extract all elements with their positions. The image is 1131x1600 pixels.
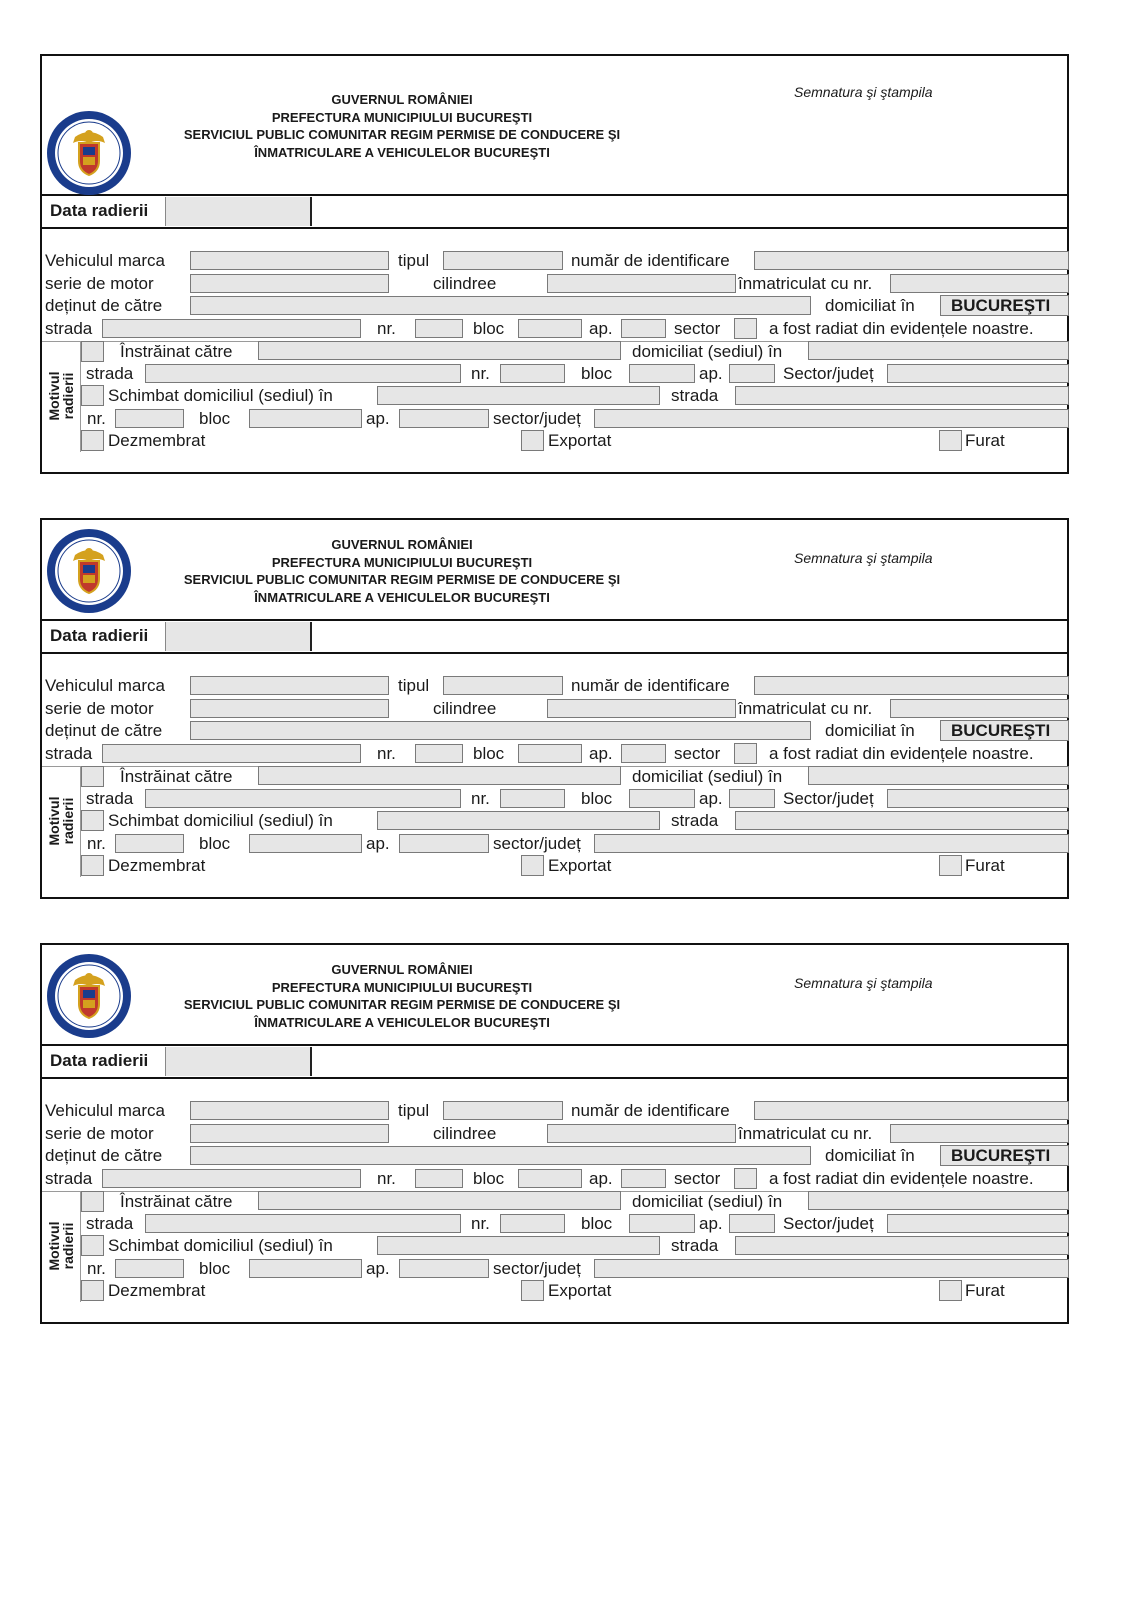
signature-label: Semnatura şi ştampila: [794, 84, 933, 100]
new-street-field[interactable]: [735, 811, 1069, 830]
buyer-number-field[interactable]: [500, 1214, 565, 1233]
buyer-apartment-field[interactable]: [729, 1214, 775, 1233]
vehicle-brand-label: Vehiculul marca: [45, 251, 166, 270]
new-county-label: sector/județ: [493, 834, 581, 853]
dismantled-checkbox[interactable]: [81, 1280, 104, 1301]
new-domicile-field[interactable]: [377, 811, 660, 830]
date-label: Data radierii: [50, 626, 149, 645]
header-line-government: GUVERNUL ROMÂNIEI: [331, 92, 473, 107]
displacement-field[interactable]: [547, 699, 736, 718]
signature-label: Semnatura şi ştampila: [794, 550, 933, 566]
type-label: tipul: [398, 676, 430, 695]
buyer-domicile-label: domiciliat (sediul) în: [632, 342, 783, 361]
sector-field[interactable]: [734, 1168, 757, 1189]
vin-label: număr de identificare: [571, 251, 730, 270]
new-number-label: nr.: [87, 1259, 106, 1278]
buyer-block-label: bloc: [581, 789, 613, 808]
deregistration-form-2: [40, 518, 1069, 899]
header-line-prefecture: PREFECTURA MUNICIPIULUI BUCUREŞTI: [271, 979, 533, 995]
new-apartment-field[interactable]: [399, 1259, 489, 1278]
domicile-label: domiciliat în: [825, 1146, 915, 1165]
street-label: strada: [45, 319, 93, 338]
moved-label: Schimbat domiciliul (sediul) în: [108, 386, 333, 405]
stolen-checkbox[interactable]: [939, 430, 962, 451]
plate-label: înmatriculat cu nr.: [738, 274, 873, 293]
engine-series-label: serie de motor: [45, 274, 154, 293]
displacement-field[interactable]: [547, 1124, 736, 1143]
new-number-field[interactable]: [115, 1259, 184, 1278]
domicile-label: domiciliat în: [825, 721, 915, 740]
buyer-block-label: bloc: [581, 364, 613, 383]
moved-checkbox[interactable]: [81, 810, 104, 831]
reason-caption-1: Motivul: [46, 796, 62, 846]
header-text: [142, 961, 662, 1031]
buyer-domicile-field[interactable]: [808, 766, 1069, 785]
date-row: [42, 196, 1067, 229]
signature-label: Semnatura şi ştampila: [794, 975, 933, 991]
new-street-field[interactable]: [735, 386, 1069, 405]
header-line-prefecture: PREFECTURA MUNICIPIULUI BUCUREŞTI: [271, 109, 533, 125]
city-field[interactable]: BUCUREŞTI: [940, 720, 1069, 741]
plate-field[interactable]: [890, 699, 1069, 718]
type-field[interactable]: [443, 1101, 563, 1120]
buyer-field[interactable]: [258, 341, 621, 360]
new-block-label: bloc: [199, 1259, 231, 1278]
owner-label: deținut de către: [45, 721, 163, 740]
block-field[interactable]: [518, 744, 582, 763]
displacement-label: cilindree: [433, 1124, 497, 1143]
buyer-domicile-field[interactable]: [808, 341, 1069, 360]
deregistration-form-1: [40, 54, 1069, 474]
new-apartment-label: ap.: [366, 1259, 390, 1278]
header-line-registration: ÎNMATRICULARE A VEHICULELOR BUCUREŞTI: [254, 1014, 550, 1030]
apartment-label: ap.: [589, 1169, 613, 1188]
vehicle-brand-label: Vehiculul marca: [45, 676, 166, 695]
displacement-field[interactable]: [547, 274, 736, 293]
city-field[interactable]: BUCUREŞTI: [940, 1145, 1069, 1166]
date-field[interactable]: [165, 622, 312, 651]
buyer-block-field[interactable]: [629, 364, 695, 383]
engine-series-field[interactable]: [190, 699, 389, 718]
date-label: Data radierii: [50, 1051, 149, 1070]
plate-label: înmatriculat cu nr.: [738, 699, 873, 718]
reason-caption-1: Motivul: [46, 1221, 62, 1271]
block-label: bloc: [473, 319, 505, 338]
buyer-apartment-label: ap.: [699, 789, 723, 808]
displacement-label: cilindree: [433, 699, 497, 718]
moved-checkbox[interactable]: [81, 1235, 104, 1256]
owner-field[interactable]: [190, 296, 811, 315]
header-line-service: SERVICIUL PUBLIC COMUNITAR REGIM PERMISE DE CONDUCERE ŞI: [183, 997, 621, 1012]
exported-checkbox[interactable]: [521, 1280, 544, 1301]
buyer-field[interactable]: [258, 766, 621, 785]
type-label: tipul: [398, 1101, 430, 1120]
moved-checkbox[interactable]: [81, 385, 104, 406]
header-line-government: GUVERNUL ROMÂNIEI: [331, 962, 473, 977]
vin-field[interactable]: [754, 1101, 1069, 1120]
dismantled-label: Dezmembrat: [108, 431, 206, 450]
block-field[interactable]: [518, 1169, 582, 1188]
reason-caption: [47, 766, 75, 876]
sector-label: sector: [674, 744, 721, 763]
new-county-field[interactable]: [594, 409, 1069, 428]
new-number-label: nr.: [87, 834, 106, 853]
apartment-label: ap.: [589, 744, 613, 763]
number-label: nr.: [377, 319, 396, 338]
sold-label: Înstrăinat către: [120, 1192, 233, 1211]
new-block-label: bloc: [199, 834, 231, 853]
apartment-field[interactable]: [621, 319, 666, 338]
buyer-domicile-field[interactable]: [808, 1191, 1069, 1210]
sector-label: sector: [674, 1169, 721, 1188]
apartment-field[interactable]: [621, 1169, 666, 1188]
new-apartment-label: ap.: [366, 834, 390, 853]
block-label: bloc: [473, 1169, 505, 1188]
number-field[interactable]: [415, 744, 463, 763]
buyer-number-field[interactable]: [500, 789, 565, 808]
plate-label: înmatriculat cu nr.: [738, 1124, 873, 1143]
new-number-field[interactable]: [115, 409, 184, 428]
street-label: strada: [45, 1169, 93, 1188]
date-field[interactable]: [165, 197, 312, 226]
street-field[interactable]: [102, 319, 361, 338]
buyer-county-field[interactable]: [887, 789, 1069, 808]
new-apartment-field[interactable]: [399, 409, 489, 428]
owner-label: deținut de către: [45, 1146, 163, 1165]
header-line-registration: ÎNMATRICULARE A VEHICULELOR BUCUREŞTI: [254, 589, 550, 605]
sold-checkbox[interactable]: [81, 1191, 104, 1212]
new-street-label: strada: [671, 1236, 719, 1255]
number-label: nr.: [377, 1169, 396, 1188]
header-text: [142, 536, 662, 606]
reason-caption-2: radierii: [60, 372, 76, 420]
sold-label: Înstrăinat către: [120, 342, 233, 361]
buyer-county-label: Sector/județ: [783, 789, 874, 808]
header-line-prefecture: PREFECTURA MUNICIPIULUI BUCUREŞTI: [271, 554, 533, 570]
exported-label: Exportat: [548, 1281, 612, 1300]
stolen-label: Furat: [965, 856, 1005, 875]
plate-field[interactable]: [890, 274, 1069, 293]
buyer-county-label: Sector/județ: [783, 364, 874, 383]
city-field[interactable]: BUCUREŞTI: [940, 295, 1069, 316]
reason-caption-2: radierii: [60, 1222, 76, 1270]
engine-series-field[interactable]: [190, 1124, 389, 1143]
new-county-field[interactable]: [594, 1259, 1069, 1278]
sold-checkbox[interactable]: [81, 766, 104, 787]
buyer-number-field[interactable]: [500, 364, 565, 383]
stolen-label: Furat: [965, 1281, 1005, 1300]
buyer-street-field[interactable]: [145, 364, 461, 383]
prefecture-logo: [45, 109, 133, 197]
date-row: [42, 1046, 1067, 1079]
deregistration-form-3: [40, 943, 1069, 1324]
reason-caption: [47, 1191, 75, 1301]
buyer-block-field[interactable]: [629, 1214, 695, 1233]
apartment-label: ap.: [589, 319, 613, 338]
new-street-label: strada: [671, 386, 719, 405]
buyer-apartment-label: ap.: [699, 1214, 723, 1233]
date-row: [42, 621, 1067, 654]
stolen-checkbox[interactable]: [939, 855, 962, 876]
new-county-label: sector/județ: [493, 1259, 581, 1278]
vin-field[interactable]: [754, 251, 1069, 270]
buyer-county-field[interactable]: [887, 1214, 1069, 1233]
reason-caption-1: Motivul: [46, 371, 62, 421]
new-county-field[interactable]: [594, 834, 1069, 853]
buyer-number-label: nr.: [471, 789, 490, 808]
exported-checkbox[interactable]: [521, 855, 544, 876]
vin-field[interactable]: [754, 676, 1069, 695]
new-number-field[interactable]: [115, 834, 184, 853]
buyer-number-label: nr.: [471, 364, 490, 383]
buyer-domicile-label: domiciliat (sediul) în: [632, 767, 783, 786]
owner-label: deținut de către: [45, 296, 163, 315]
stolen-label: Furat: [965, 431, 1005, 450]
prefecture-logo: [45, 527, 133, 615]
form-header: [42, 520, 1067, 621]
type-field[interactable]: [443, 676, 563, 695]
buyer-apartment-label: ap.: [699, 364, 723, 383]
block-label: bloc: [473, 744, 505, 763]
vin-label: număr de identificare: [571, 676, 730, 695]
buyer-field[interactable]: [258, 1191, 621, 1210]
new-block-field[interactable]: [249, 409, 362, 428]
engine-series-field[interactable]: [190, 274, 389, 293]
dismantled-checkbox[interactable]: [81, 430, 104, 451]
buyer-block-field[interactable]: [629, 789, 695, 808]
reason-caption-2: radierii: [60, 797, 76, 845]
new-apartment-field[interactable]: [399, 834, 489, 853]
vin-label: număr de identificare: [571, 1101, 730, 1120]
buyer-apartment-field[interactable]: [729, 789, 775, 808]
buyer-domicile-label: domiciliat (sediul) în: [632, 1192, 783, 1211]
buyer-apartment-field[interactable]: [729, 364, 775, 383]
number-field[interactable]: [415, 1169, 463, 1188]
engine-series-label: serie de motor: [45, 699, 154, 718]
new-apartment-label: ap.: [366, 409, 390, 428]
reason-caption: [47, 341, 75, 451]
deregistered-label: a fost radiat din evidențele noastre.: [769, 319, 1034, 338]
new-block-label: bloc: [199, 409, 231, 428]
new-domicile-field[interactable]: [377, 1236, 660, 1255]
vehicle-brand-label: Vehiculul marca: [45, 1101, 166, 1120]
number-label: nr.: [377, 744, 396, 763]
header-line-government: GUVERNUL ROMÂNIEI: [331, 537, 473, 552]
type-label: tipul: [398, 251, 430, 270]
new-block-field[interactable]: [249, 834, 362, 853]
type-field[interactable]: [443, 251, 563, 270]
block-field[interactable]: [518, 319, 582, 338]
stolen-checkbox[interactable]: [939, 1280, 962, 1301]
buyer-county-label: Sector/județ: [783, 1214, 874, 1233]
exported-label: Exportat: [548, 431, 612, 450]
street-field[interactable]: [102, 1169, 361, 1188]
number-field[interactable]: [415, 319, 463, 338]
owner-field[interactable]: [190, 721, 811, 740]
sector-label: sector: [674, 319, 721, 338]
new-domicile-field[interactable]: [377, 386, 660, 405]
new-block-field[interactable]: [249, 1259, 362, 1278]
buyer-street-label: strada: [86, 789, 134, 808]
new-county-label: sector/județ: [493, 409, 581, 428]
street-label: strada: [45, 744, 93, 763]
date-label: Data radierii: [50, 201, 149, 220]
date-field[interactable]: [165, 1047, 312, 1076]
prefecture-logo: [45, 952, 133, 1040]
apartment-field[interactable]: [621, 744, 666, 763]
buyer-street-field[interactable]: [145, 1214, 461, 1233]
vehicle-brand-field[interactable]: [190, 676, 389, 695]
displacement-label: cilindree: [433, 274, 497, 293]
buyer-street-field[interactable]: [145, 789, 461, 808]
buyer-county-field[interactable]: [887, 364, 1069, 383]
moved-label: Schimbat domiciliul (sediul) în: [108, 1236, 333, 1255]
moved-label: Schimbat domiciliul (sediul) în: [108, 811, 333, 830]
vehicle-brand-field[interactable]: [190, 251, 389, 270]
new-street-field[interactable]: [735, 1236, 1069, 1255]
dismantled-label: Dezmembrat: [108, 856, 206, 875]
form-header: [42, 945, 1067, 1046]
dismantled-checkbox[interactable]: [81, 855, 104, 876]
exported-checkbox[interactable]: [521, 430, 544, 451]
buyer-block-label: bloc: [581, 1214, 613, 1233]
sector-field[interactable]: [734, 318, 757, 339]
sold-label: Înstrăinat către: [120, 767, 233, 786]
vehicle-brand-field[interactable]: [190, 1101, 389, 1120]
header-line-service: SERVICIUL PUBLIC COMUNITAR REGIM PERMISE DE CONDUCERE ŞI: [183, 572, 621, 587]
buyer-number-label: nr.: [471, 1214, 490, 1233]
owner-field[interactable]: [190, 1146, 811, 1165]
dismantled-label: Dezmembrat: [108, 1281, 206, 1300]
new-street-label: strada: [671, 811, 719, 830]
form-header: [42, 56, 1067, 196]
new-number-label: nr.: [87, 409, 106, 428]
plate-field[interactable]: [890, 1124, 1069, 1143]
sold-checkbox[interactable]: [81, 341, 104, 362]
header-text: [142, 91, 662, 161]
buyer-street-label: strada: [86, 1214, 134, 1233]
header-line-registration: ÎNMATRICULARE A VEHICULELOR BUCUREŞTI: [254, 144, 550, 160]
deregistered-label: a fost radiat din evidențele noastre.: [769, 1169, 1034, 1188]
exported-label: Exportat: [548, 856, 612, 875]
engine-series-label: serie de motor: [45, 1124, 154, 1143]
deregistered-label: a fost radiat din evidențele noastre.: [769, 744, 1034, 763]
street-field[interactable]: [102, 744, 361, 763]
domicile-label: domiciliat în: [825, 296, 915, 315]
sector-field[interactable]: [734, 743, 757, 764]
buyer-street-label: strada: [86, 364, 134, 383]
header-line-service: SERVICIUL PUBLIC COMUNITAR REGIM PERMISE DE CONDUCERE ŞI: [183, 127, 621, 142]
